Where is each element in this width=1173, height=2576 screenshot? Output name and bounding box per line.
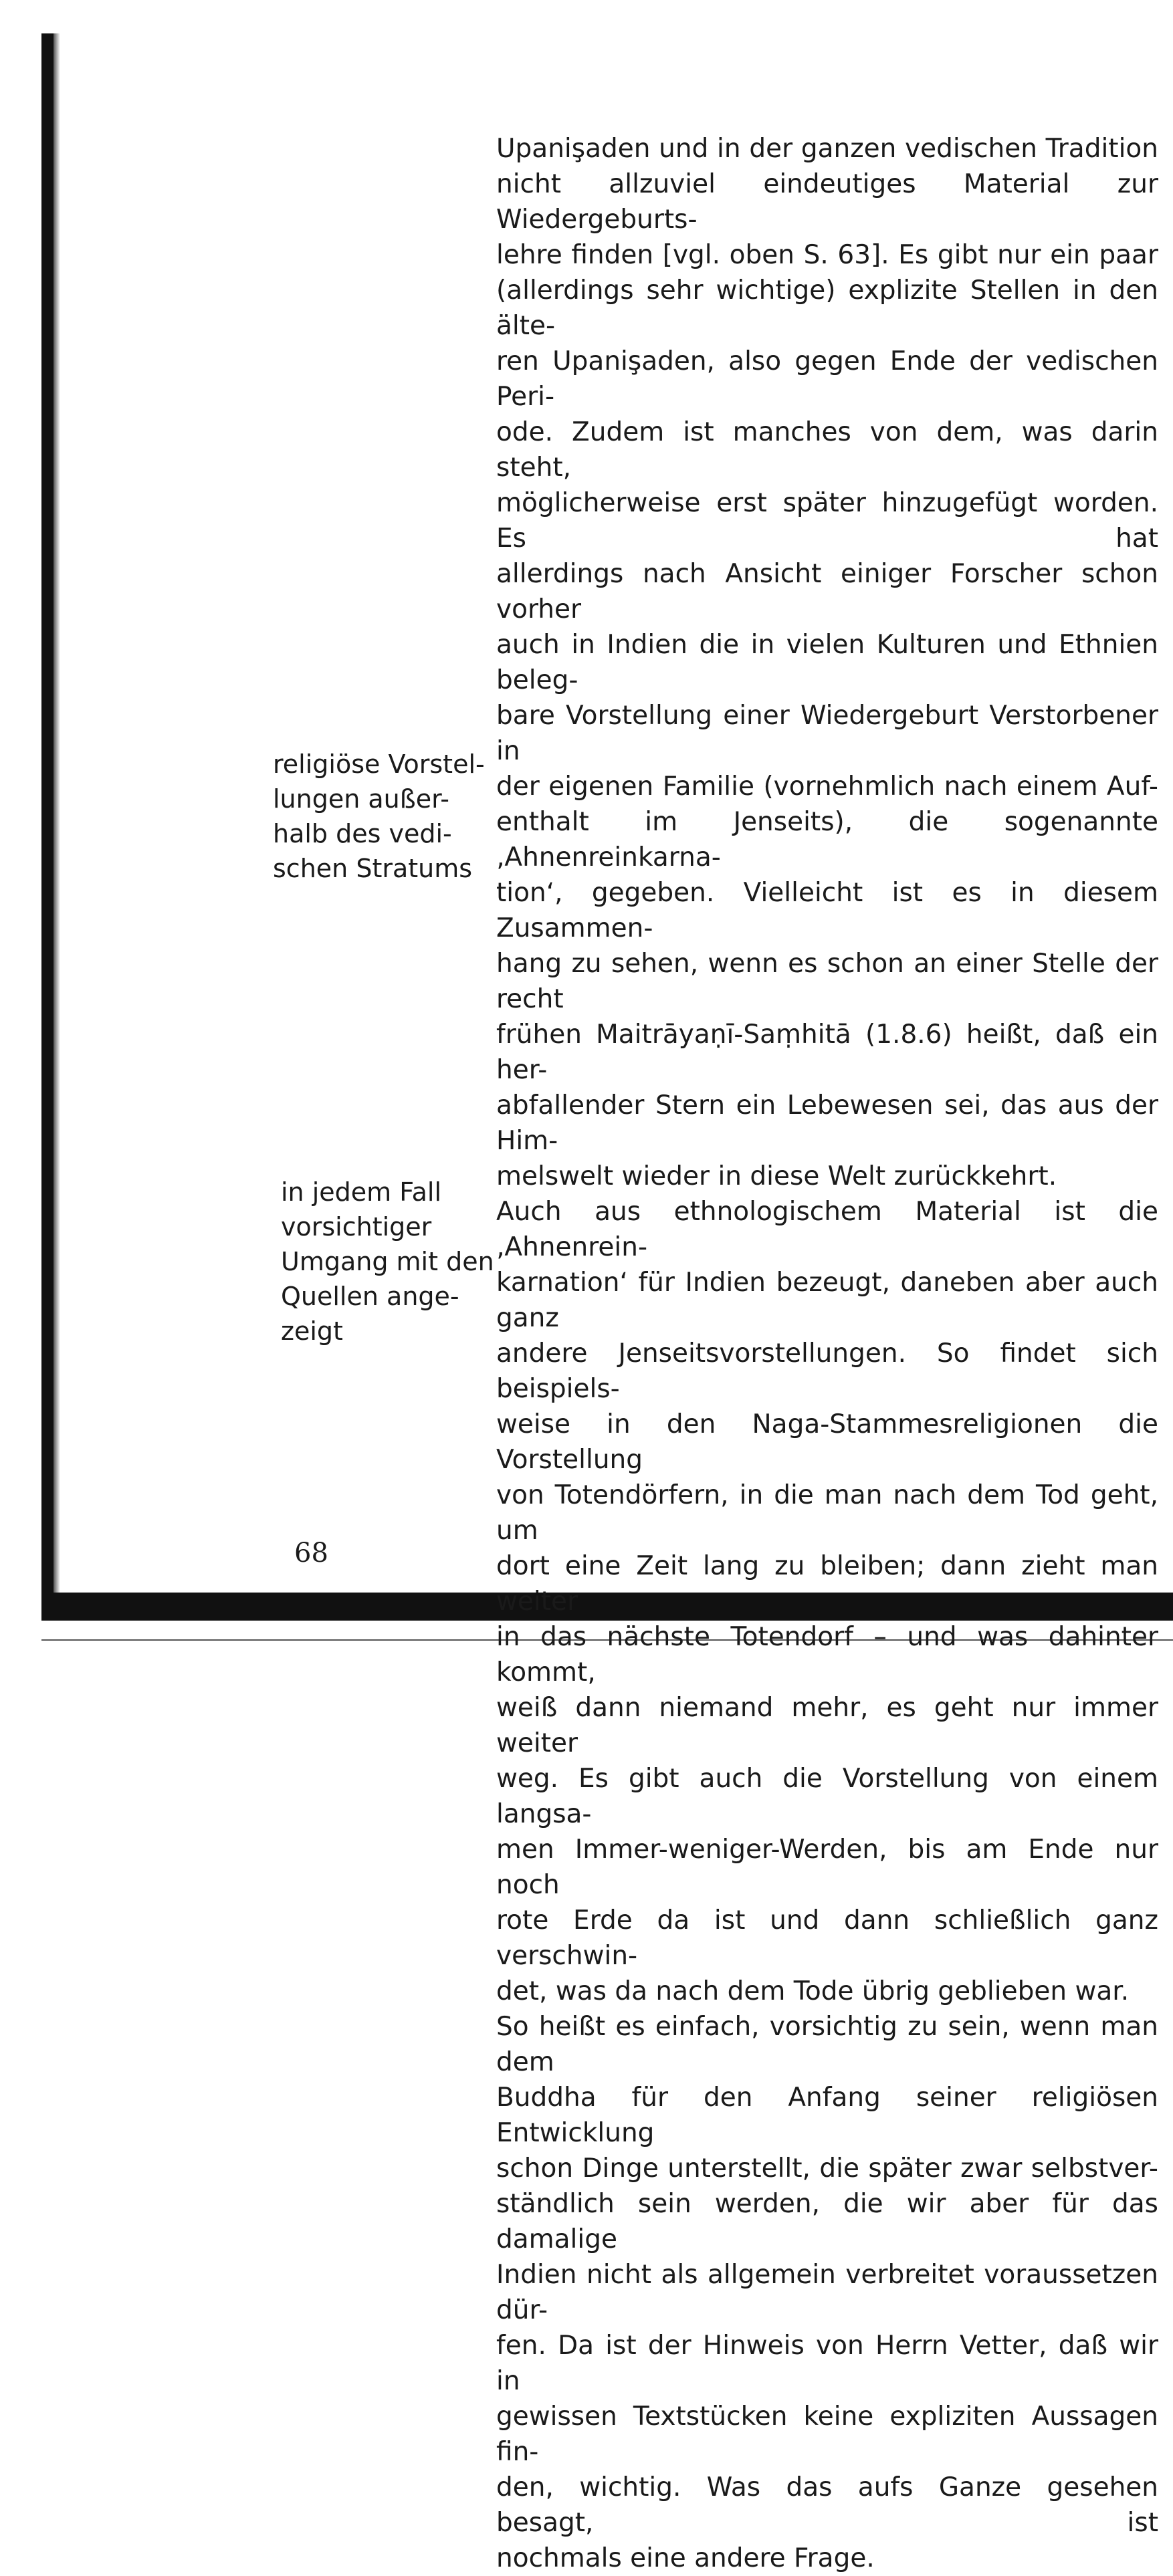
text-line: lehre finden [vgl. oben S. 63]. Es gibt nur ein paar: [496, 240, 1158, 270]
text-line: tion‘, gegeben. Vielleicht ist es in diesem Zusammen-: [496, 878, 1158, 943]
text-line: enthalt im Jenseits), die sogenannte ‚Ahnenreinkarna-: [496, 807, 1158, 872]
text-line: weise in den Naga-Stammesreligionen die Vorstellung: [496, 1409, 1158, 1475]
text-line: melswelt wieder in diese Welt zurückkehrt.: [496, 1161, 1057, 1191]
text-line: Buddha für den Anfang seiner religiösen Entwicklung: [496, 2083, 1158, 2148]
text-line: ren Upanişaden, also gegen Ende der vedischen Peri-: [496, 346, 1158, 412]
text-line: in das nächste Totendorf – und was dahinter kommt,: [496, 1622, 1158, 1687]
text-line: rote Erde da ist und dann schließlich ganz verschwin-: [496, 1905, 1158, 1971]
text-line: weg. Es gibt auch die Vorstellung von einem langsa-: [496, 1764, 1158, 1829]
text-line: schon Dinge unterstellt, die später zwar selbstver-: [496, 2153, 1158, 2184]
margin-note-line: Umgang mit den: [281, 1247, 494, 1276]
text-line: (allerdings sehr wichtige) explizite Stellen in den älte-: [496, 275, 1158, 341]
margin-note-line: schen Stratums: [273, 854, 473, 883]
text-line: nochmals eine andere Frage.: [496, 2543, 875, 2573]
text-line: Indien nicht als allgemein verbreitet voraussetzen dür-: [496, 2260, 1158, 2325]
text-line: weiß dann niemand mehr, es geht nur immer weiter: [496, 1693, 1158, 1758]
text-line: gewissen Textstücken keine expliziten Aussagen fin-: [496, 2402, 1158, 2467]
text-line: det, was da nach dem Tode übrig geblieben war.: [496, 1976, 1130, 2006]
margin-note-line: lungen außer-: [273, 784, 449, 814]
margin-note-line: Quellen ange-: [281, 1282, 459, 1311]
margin-note-line: in jedem Fall: [281, 1177, 442, 1207]
page-number: 68: [294, 1538, 328, 1568]
text-line: den, wichtig. Was das aufs Ganze gesehen besagt, ist: [496, 2472, 1158, 2538]
text-line: von Totendörfern, in die man nach dem Tod geht, um: [496, 1480, 1158, 1546]
text-line: fen. Da ist der Hinweis von Herrn Vetter, daß wir in: [496, 2331, 1158, 2396]
scan-edge-left: [41, 33, 54, 1605]
margin-note-line: halb des vedi-: [273, 819, 452, 848]
text-line: dort eine Zeit lang zu bleiben; dann zieht man weiter: [496, 1551, 1158, 1617]
text-line: hang zu sehen, wenn es schon an einer Stelle der recht: [496, 949, 1158, 1014]
text-line: ständlich sein werden, die wir aber für das damalige: [496, 2189, 1158, 2254]
text-line: nicht allzuviel eindeutiges Material zur Wiedergeburts-: [496, 169, 1158, 235]
text-line: bare Vorstellung einer Wiedergeburt Verstorbener in: [496, 701, 1158, 766]
text-line: andere Jenseitsvorstellungen. So findet sich beispiels-: [496, 1338, 1158, 1404]
text-line: Upanişaden und in der ganzen vedischen Tradition: [496, 134, 1158, 164]
text-line: allerdings nach Ansicht einiger Forscher schon vorher: [496, 559, 1158, 624]
margin-note-religious-ideas: [273, 747, 487, 886]
text-line: möglicherweise erst später hinzugefügt worden. Es hat: [496, 488, 1158, 554]
scan-edge-left-shadow: [54, 33, 60, 1605]
text-line: ode. Zudem ist manches von dem, was darin steht,: [496, 417, 1158, 483]
text-line: karnation‘ für Indien bezeugt, daneben aber auch ganz: [496, 1268, 1158, 1333]
text-line: frühen Maitrāyaṇī-Saṃhitā (1.8.6) heißt, daß ein her-: [496, 1020, 1158, 1085]
margin-note-line: vorsichtiger: [281, 1212, 432, 1242]
margin-note-line: zeigt: [281, 1316, 343, 1346]
text-line: men Immer-weniger-Werden, bis am Ende nur noch: [496, 1835, 1158, 1900]
text-line: der eigenen Familie (vornehmlich nach einem Auf-: [496, 772, 1158, 802]
margin-note-line: religiöse Vorstel-: [273, 749, 485, 779]
main-text-block: [496, 131, 1158, 2576]
text-line: Auch aus ethnologischem Material ist die ‚Ahnenrein-: [496, 1197, 1158, 1262]
margin-note-careful-sources: [281, 1175, 495, 1349]
text-line: abfallender Stern ein Lebewesen sei, das aus der Him-: [496, 1090, 1158, 1156]
text-line: So heißt es einfach, vorsichtig zu sein, wenn man dem: [496, 2012, 1158, 2077]
text-line: auch in Indien die in vielen Kulturen und Ethnien beleg-: [496, 630, 1158, 695]
